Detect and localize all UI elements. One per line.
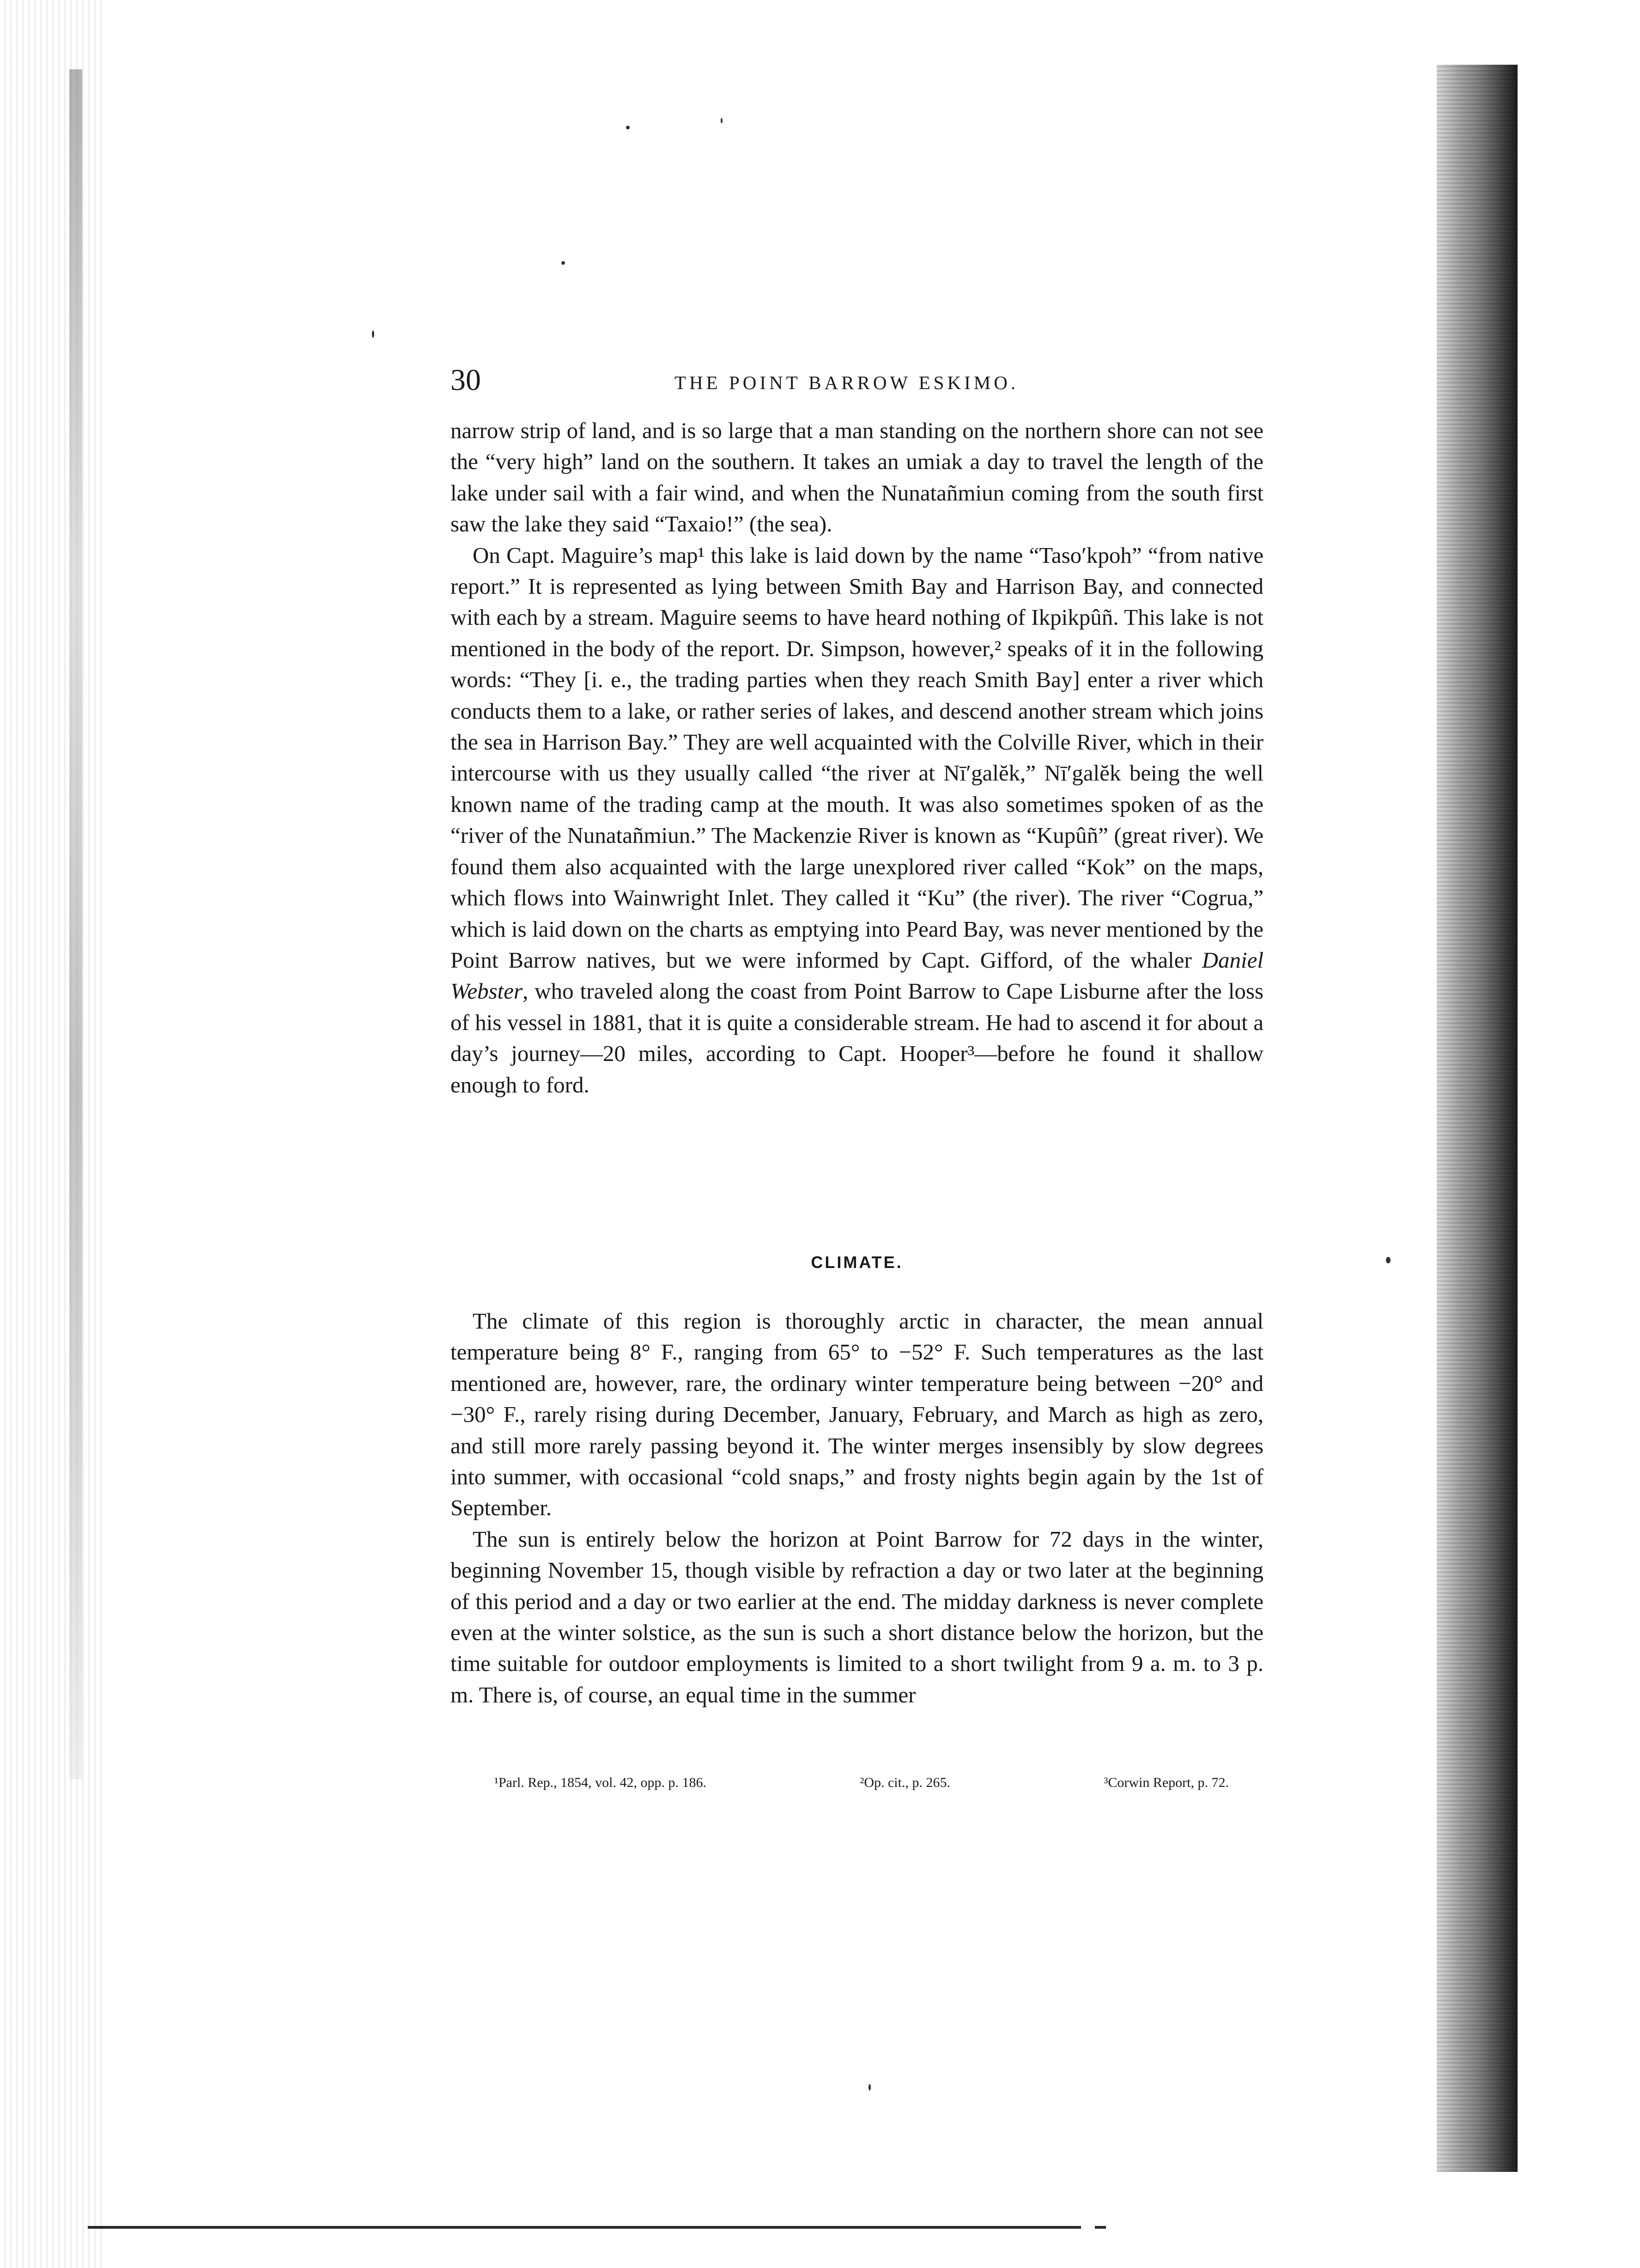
scan-page-edge-shadow — [1437, 65, 1518, 2172]
scan-speck — [561, 261, 565, 265]
scan-speck — [869, 2084, 871, 2091]
text-block-top — [450, 415, 1263, 1100]
paragraph: The climate of this region is thoroughly arctic in character, the mean annual temperature being 8° F., ranging from 65° to −52° F. Such temperatures as the last mentioned are, however, rare, the ordinary winter temperature being between −20° and −30° F., rarely rising during December, January, February, and March as high as zero, and still more rarely passing beyond it. The winter merges insensibly by slow degrees into summer, with occasional “cold snaps,” and frosty nights begin again by the 1st of September. — [450, 1308, 1263, 1521]
paragraph — [450, 540, 1263, 1100]
ship-name: Daniel Webster — [450, 947, 1264, 1004]
paragraph-text: , who traveled along the coast from Point Barrow to Cape Lisburne after the loss of his vessel in 1881, that it is quite a considerable stream. He had to ascend it for about a day’s journey—20 miles, according to Capt. Hooper³—before he found it shallow enough to ford. — [450, 978, 1263, 1097]
scan-speck — [372, 330, 374, 338]
running-head: THE POINT BARROW ESKIMO. — [674, 372, 1019, 393]
scan-bottom-rule — [88, 2226, 1081, 2229]
paragraph-text: On Capt. Maguire’s map¹ this lake is laid down by the name “Taso′kpoh” “from native report.” It is represented as lying between Smith Bay and Harrison Bay, and connected with each by a stream. Maguire seems to have heard nothing of Ikpikpûñ. This lake is not mentioned in the body of the report. Dr. Simpson, however,² speaks of it in the following words: “They [i. e., the trading parties when they reach Smith Bay] enter a river which conducts them to a lake, or rather series of lakes, and descend another stream which joins the sea in Harrison Bay.” They are well acquainted with the Colville River, which in their intercourse with us they usually called “the river at Nī′galĕk,” Nī′galĕk being the well known name of the trading camp at the mouth. It was also sometimes spoken of as the “river of the Nunatañmiun.” The Mackenzie River is known as “Kupûñ” (great river). We found them also acquainted with the large unexplored river called “Kok” on the maps, which flows into Wainwright Inlet. They called it “Ku” (the river). The river “Cogrua,” which is laid down on the charts as emptying into Peard Bay, was never mentioned by the Point Barrow natives, but we were informed by Capt. Gifford, of the whaler — [450, 542, 1263, 973]
scan-speck — [626, 126, 630, 129]
text-block-climate — [450, 1305, 1263, 1710]
footnotes — [462, 1774, 1257, 1791]
footnote: ¹Parl. Rep., 1854, vol. 42, opp. p. 186. — [494, 1775, 706, 1790]
paragraph: The sun is entirely below the horizon at Point Barrow for 72 days in the winter, beginning November 15, though visible by refraction a day or two later at the beginning of this period and a day or two earlier at the end. The midday darkness is never complete even at the winter solstice, as the sun is such a short distance below the horizon, but the time suitable for outdoor employments is limited to a short twilight from 9 a. m. to 3 p. m. There is, of course, an equal time in the summer — [450, 1526, 1263, 1707]
footnote: ²Op. cit., p. 265. — [860, 1775, 950, 1790]
scan-speck — [721, 118, 723, 123]
scan-binding-shadow — [69, 69, 82, 1779]
paragraph: narrow strip of land, and is so large that a man standing on the northern shore can not see the “very high” land on the southern. It takes an umiak a day to travel the length of the lake under sail with a fair wind, and when the Nunatañmiun coming from the south first saw the lake they said “Taxaio!” (the sea). — [450, 418, 1263, 537]
page-number: 30 — [450, 363, 481, 397]
scan-left-gutter — [0, 0, 106, 2268]
footnote: ³Corwin Report, p. 72. — [1104, 1775, 1229, 1790]
scan-speck — [1386, 1257, 1391, 1263]
section-heading: CLIMATE. — [811, 1253, 903, 1272]
scan-bottom-rule-dash — [1095, 2226, 1106, 2229]
